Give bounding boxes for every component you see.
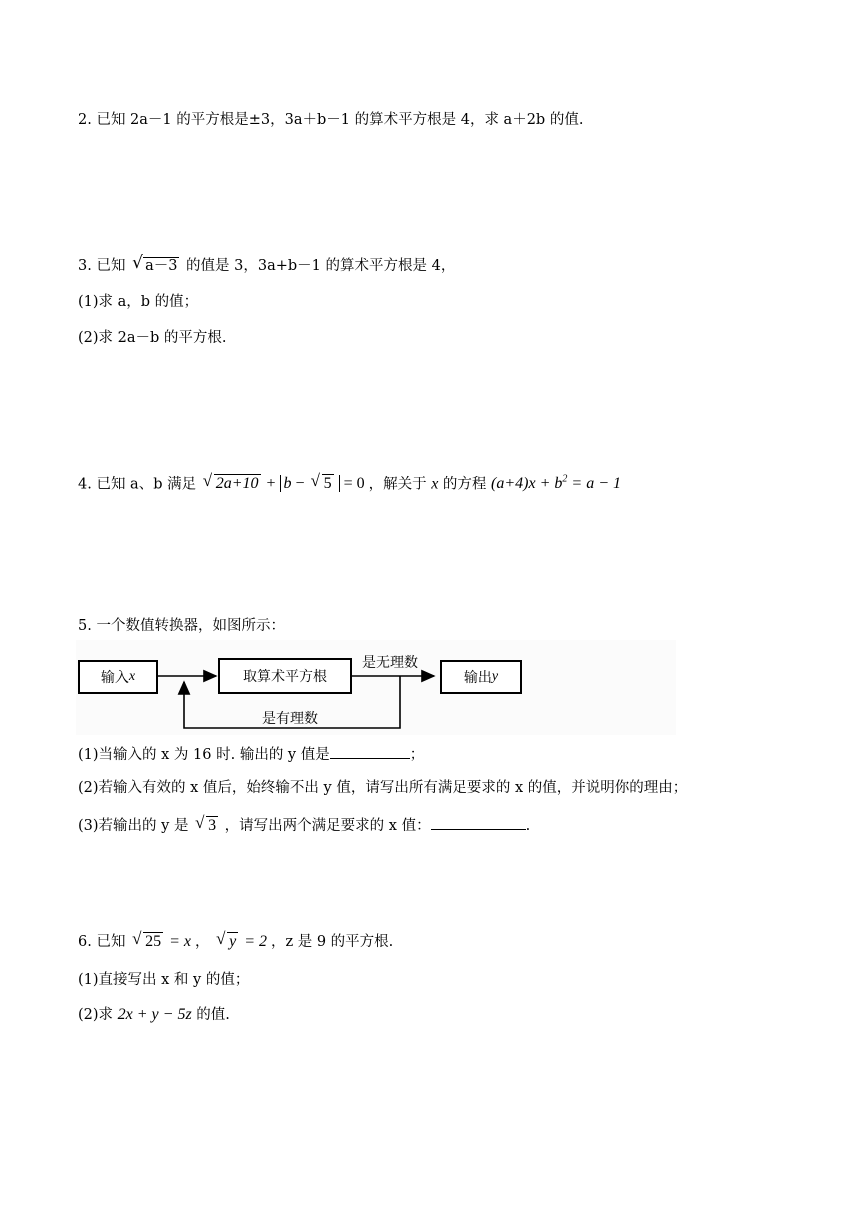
question-5: 5. 一个数值转换器，如图所示： (78, 618, 285, 634)
converter-diagram (76, 640, 676, 735)
sqrt-2a-plus-10: √ 2a+10 (202, 471, 259, 493)
sqrt-25: √ 25 (132, 929, 162, 950)
q3-prefix: 3. 已知 (78, 258, 126, 274)
q3-part-2: (2)求 2a－b 的平方根. (78, 330, 227, 346)
answer-blank-2[interactable] (431, 815, 526, 830)
q5-part-3: (3)若输出的 y 是 √ 3 ，请写出两个满足要求的 x 值： . (78, 813, 531, 834)
sqrt-3: √ 3 (195, 813, 217, 834)
q5-part-2: (2)若输入有效的 x 值后，始终输不出 y 值，请写出所有满足要求的 x 的值，并说明你的理由； (78, 780, 688, 796)
answer-blank-1[interactable] (330, 744, 410, 759)
equation: $(a+4)x + b^2 = a - 1$ (491, 474, 621, 493)
plus-sign: + (266, 475, 276, 493)
equals-zero: = 0 (343, 475, 365, 493)
question-2: 2. 已知 2a－1 的平方根是±3，3a＋b－1 的算术平方根是 4，求 a＋2b 的值. (78, 112, 584, 128)
question-4 (78, 470, 621, 494)
output-box: 输出 y (440, 660, 522, 694)
process-box: 取算术平方根 (218, 658, 352, 694)
q4-mid: ，解关于 (368, 476, 427, 493)
sqrt-a-minus-3: √ a－3 (132, 253, 178, 274)
sqrt-y: √ y (216, 929, 237, 950)
irrational-label: 是无理数 (362, 655, 418, 671)
q4-mid2: 的方程 (442, 476, 487, 493)
q4-prefix: 4. 已知 a、b 满足 (78, 476, 197, 493)
question-3 (78, 253, 456, 276)
q5-part-1: (1)当输入的 x 为 16 时. 输出的 y 值是 ； (78, 744, 424, 765)
rational-label: 是有理数 (262, 711, 318, 727)
q6-part-1: (1)直接写出 x 和 y 的值； (78, 972, 250, 988)
absolute-value: b − √ 5 (280, 475, 340, 492)
input-box: 输入 x (78, 660, 158, 694)
q3-part-1: (1)求 a，b 的值； (78, 294, 199, 310)
var-x: x (431, 475, 439, 493)
q3-suffix: 的值是 3，3a+b－1 的算术平方根是 4， (186, 258, 456, 274)
q6-part-2: (2)求 2x + y − 5z 的值. (78, 1006, 230, 1023)
expression: 2x + y − 5z (117, 1006, 192, 1023)
question-6: 6. 已知 √ 25 = x ， √ y = 2 ，z 是 9 的平方根. (78, 929, 394, 950)
